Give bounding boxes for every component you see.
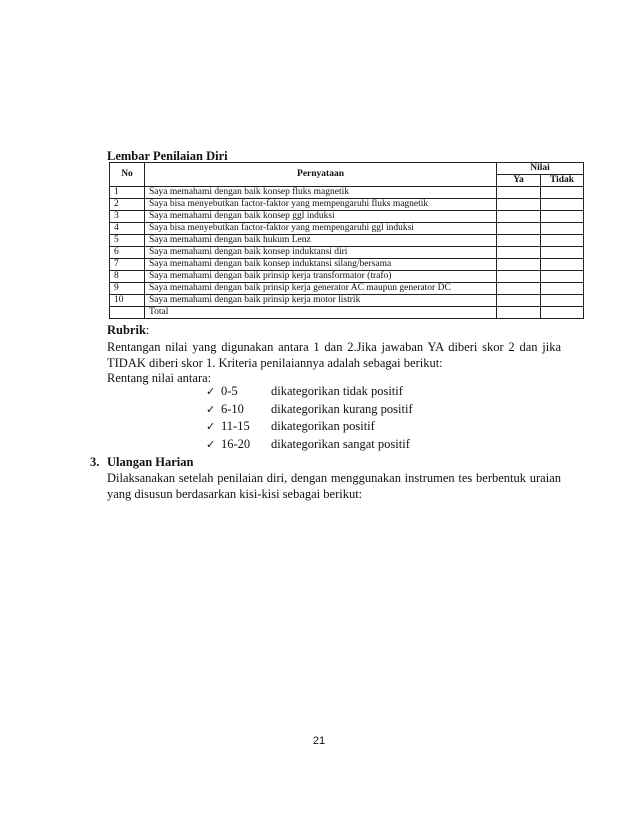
criteria-list [206, 383, 413, 453]
self-assessment-table [109, 162, 584, 319]
row-number: 5 [110, 235, 145, 247]
total-yes-cell[interactable] [497, 307, 541, 319]
page-number: 21 [312, 735, 326, 747]
criteria-range: 11-15 [221, 419, 250, 433]
section-heading [90, 455, 193, 470]
row-statement: Saya memahami dengan baik hukum Lenz [145, 235, 497, 247]
row-statement: Saya memahami dengan baik konsep induktansi diri [145, 247, 497, 259]
rubric-paragraph: Rentangan nilai yang digunakan antara 1 dan 2.Jika jawaban YA diberi skor 2 dan jika TIDAK diberi skor 1. Kriteria penilaiannya adalah sebagai berikut: [107, 340, 561, 370]
table-header-row [110, 163, 584, 175]
no-cell[interactable] [541, 187, 584, 199]
checkmark-icon: ✓ [206, 385, 216, 398]
table-row [110, 211, 584, 223]
yes-cell[interactable] [497, 283, 541, 295]
table-row [110, 187, 584, 199]
no-cell[interactable] [541, 283, 584, 295]
row-statement: Saya memahami dengan baik prinsip kerja motor listrik [145, 295, 497, 307]
row-statement: Saya memahami dengan baik konsep induktansi silang/bersama [145, 259, 497, 271]
row-number: 2 [110, 199, 145, 211]
row-statement: Saya bisa menyebutkan factor-faktor yang mempengaruhi fluks magnetik [145, 199, 497, 211]
yes-cell[interactable] [497, 247, 541, 259]
criteria-label: dikategorikan sangat positif [271, 436, 410, 451]
row-statement: Saya memahami dengan baik prinsip kerja transformator (trafo) [145, 271, 497, 283]
no-cell[interactable] [541, 211, 584, 223]
list-item [206, 401, 413, 419]
row-number: 4 [110, 223, 145, 235]
row-number: 7 [110, 259, 145, 271]
checkmark-icon: ✓ [206, 420, 216, 433]
criteria-label: dikategorikan kurang positif [271, 401, 413, 416]
yes-cell[interactable] [497, 235, 541, 247]
range-intro: Rentang nilai antara: [107, 371, 212, 385]
row-statement: Saya memahami dengan baik prinsip kerja generator AC maupun generator DC [145, 283, 497, 295]
header-yes: Ya [497, 175, 541, 187]
table-row [110, 223, 584, 235]
yes-cell[interactable] [497, 211, 541, 223]
row-number: 8 [110, 271, 145, 283]
header-no: No [110, 163, 145, 187]
rubric-colon: : [145, 323, 150, 337]
section-number: 3. [90, 455, 100, 469]
row-number: 9 [110, 283, 145, 295]
yes-cell[interactable] [497, 199, 541, 211]
no-cell[interactable] [541, 247, 584, 259]
list-item [206, 383, 413, 401]
table-row [110, 259, 584, 271]
row-statement: Saya bisa menyebutkan factor-faktor yang mempengaruhi ggl induksi [145, 223, 497, 235]
total-number-cell [110, 307, 145, 319]
no-cell[interactable] [541, 259, 584, 271]
no-cell[interactable] [541, 235, 584, 247]
section-title: Ulangan Harian [107, 455, 194, 469]
row-statement: Saya memahami dengan baik konsep fluks magnetik [145, 187, 497, 199]
table-row [110, 295, 584, 307]
checkmark-icon: ✓ [206, 402, 216, 416]
table-row [110, 283, 584, 295]
table-row [110, 247, 584, 259]
total-label: Total [145, 307, 497, 319]
yes-cell[interactable] [497, 187, 541, 199]
criteria-range: 6-10 [221, 401, 244, 416]
row-number: 1 [110, 187, 145, 199]
yes-cell[interactable] [497, 271, 541, 283]
header-no-answer: Tidak [541, 175, 584, 187]
list-item [206, 418, 413, 436]
no-cell[interactable] [541, 223, 584, 235]
no-cell[interactable] [541, 199, 584, 211]
row-statement: Saya memahami dengan baik konsep ggl induksi [145, 211, 497, 223]
criteria-label: dikategorikan positif [271, 419, 375, 433]
table-row [110, 271, 584, 283]
row-number: 10 [110, 295, 145, 307]
table-row [110, 235, 584, 247]
yes-cell[interactable] [497, 259, 541, 271]
section-paragraph: Dilaksanakan setelah penilaian diri, dengan menggunakan instrumen tes berbentuk uraian yang disusun berdasarkan kisi-kisi sebagai berikut: [107, 471, 561, 501]
rubric-heading [107, 323, 149, 338]
no-cell[interactable] [541, 271, 584, 283]
criteria-range: 0-5 [221, 384, 238, 398]
list-item [206, 436, 413, 454]
table-row [110, 199, 584, 211]
header-statement: Pernyataan [145, 163, 497, 187]
checkmark-icon: ✓ [206, 437, 216, 451]
table-total-row [110, 307, 584, 319]
row-number: 3 [110, 211, 145, 223]
yes-cell[interactable] [497, 223, 541, 235]
yes-cell[interactable] [497, 295, 541, 307]
no-cell[interactable] [541, 295, 584, 307]
header-score: Nilai [497, 163, 584, 175]
criteria-label: dikategorikan tidak positif [271, 384, 403, 398]
total-no-cell[interactable] [541, 307, 584, 319]
rubric-title: Rubrik [107, 323, 146, 337]
assessment-title: Lembar Penilaian Diri [107, 149, 228, 163]
row-number: 6 [110, 247, 145, 259]
criteria-range: 16-20 [221, 436, 251, 451]
